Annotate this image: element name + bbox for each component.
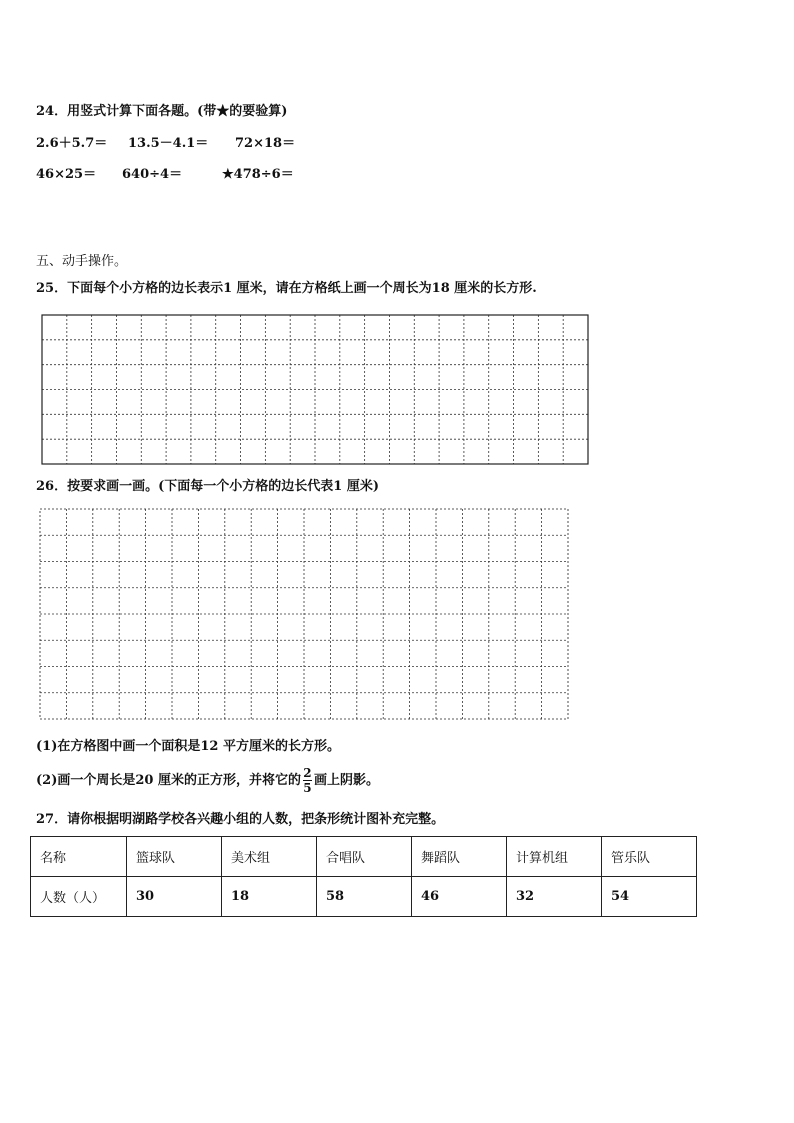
group-name-cell: 舞蹈队 [412,837,507,877]
group-name-cell: 计算机组 [507,837,602,877]
count-cell: 18 [222,877,317,917]
header-label-cell: 名称 [31,837,127,877]
count-cell: 54 [602,877,697,917]
group-name-cell: 合唱队 [317,837,412,877]
q25-grid-svg[interactable] [41,314,589,465]
count-cell: 58 [317,877,412,917]
q24-expr-1: 2.6＋5.7＝ [36,136,108,151]
q24-expr-5: 640÷4＝ [122,167,183,182]
q24-expr-6: ★478÷6＝ [222,167,294,182]
table-row-counts [31,877,697,917]
q27-title: 27．请你根据明湖路学校各兴趣小组的人数，把条形统计图补充完整。 [36,812,445,827]
interest-group-table [30,836,697,917]
q25-grid-paper[interactable] [41,314,589,465]
q24-title: 24．用竖式计算下面各题。(带★的要验算) [36,104,288,119]
q26-item-2 [36,766,379,796]
count-cell: 30 [127,877,222,917]
group-name-cell: 美术组 [222,837,317,877]
group-name-cell: 管乐队 [602,837,697,877]
count-cell: 32 [507,877,602,917]
group-name-cell: 篮球队 [127,837,222,877]
count-cell: 46 [412,877,507,917]
q26-grid-paper[interactable] [39,508,569,720]
q25-title: 25．下面每个小方格的边长表示1 厘米，请在方格纸上画一个周长为18 厘米的长方形. [36,281,537,296]
q24-expr-2: 13.5－4.1＝ [128,136,209,151]
q24-expr-3: 72×18＝ [235,136,296,151]
fraction [303,767,312,794]
q26-title: 26．按要求画一画。(下面每一个小方格的边长代表1 厘米) [36,479,379,494]
fraction-numerator: 2 [303,766,312,780]
q26-item-2-after: 画上阴影。 [313,773,379,788]
section5-title: 五、动手操作。 [36,254,128,269]
q26-grid-svg[interactable] [39,508,569,720]
q26-item-2-before: (2)画一个周长是20 厘米的正方形，并将它的 [36,773,301,788]
q26-item-1: (1)在方格图中画一个面积是12 平方厘米的长方形。 [36,739,340,754]
table-row-header [31,837,697,877]
value-label-cell: 人数（人） [31,877,127,917]
q24-expr-4: 46×25＝ [36,167,97,182]
fraction-denominator: 5 [303,781,312,795]
